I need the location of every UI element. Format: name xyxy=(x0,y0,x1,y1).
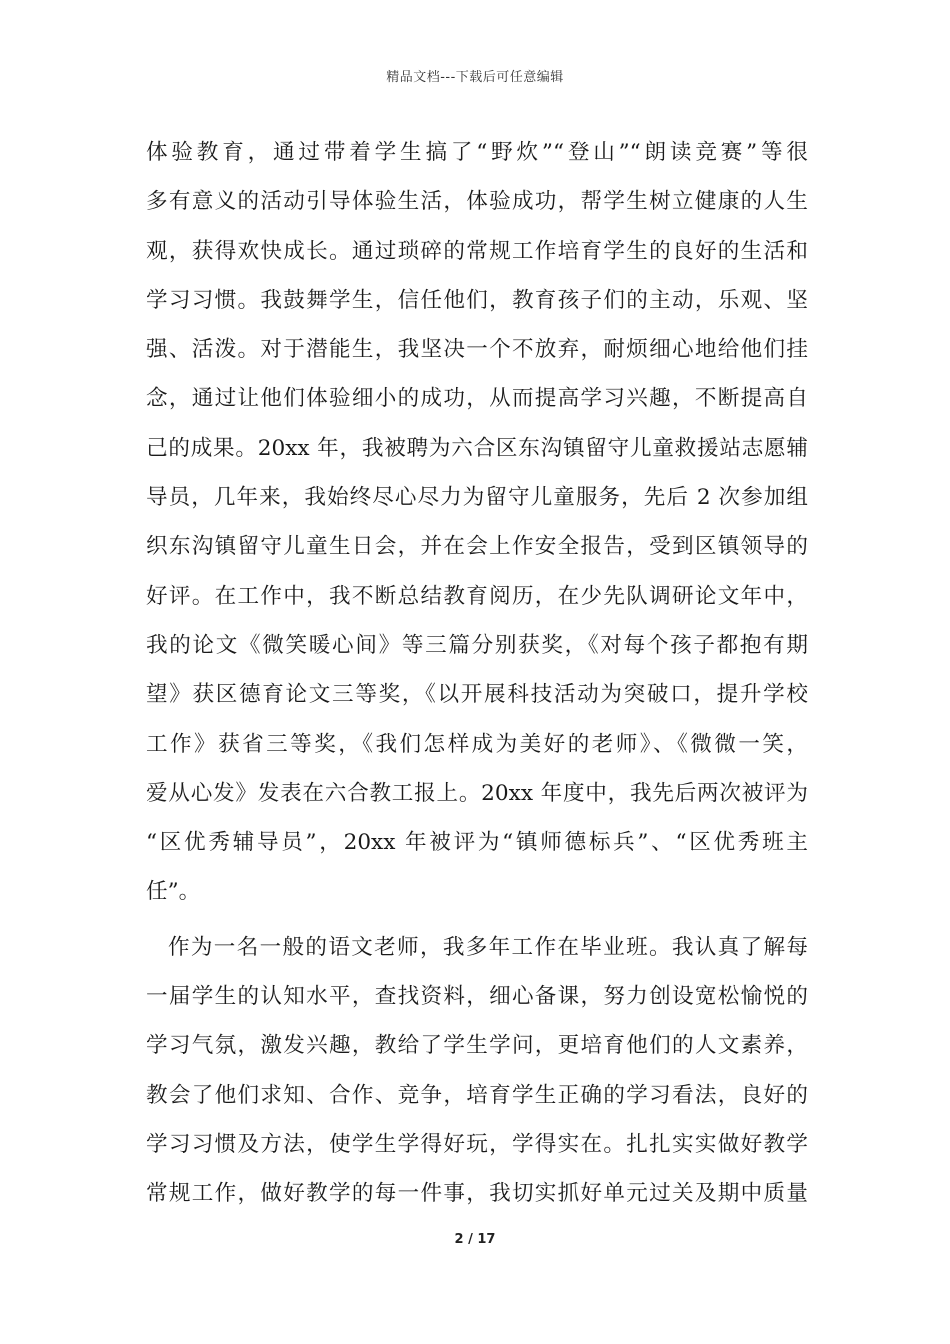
text-line: 己的成果。20xx 年，我被聘为六合区东沟镇留守儿童救援站志愿辅 xyxy=(146,435,808,461)
text-line: 学习习惯及方法，使学生学得好玩，学得实在。扎扎实实做好教学 xyxy=(146,1131,808,1157)
text-line: 观，获得欢快成长。通过琐碎的常规工作培育学生的良好的生活和 xyxy=(146,238,808,264)
paragraph xyxy=(146,128,808,917)
text-line: 我的论文《微笑暖心间》等三篇分别获奖，《对每个孩子都抱有期 xyxy=(146,632,808,658)
text-line: 学习气氛，激发兴趣，教给了学生学问，更培育他们的人文素养， xyxy=(146,1033,808,1059)
text-line: 一届学生的认知水平，查找资料，细心备课，努力创设宽松愉悦的 xyxy=(146,984,808,1010)
document-body xyxy=(146,128,808,1219)
text-line: 导员，几年来，我始终尽心尽力为留守儿童服务，先后 2 次参加组 xyxy=(146,485,808,511)
text-line: 作为一名一般的语文老师，我多年工作在毕业班。我认真了解每 xyxy=(168,934,808,960)
text-line: 常规工作，做好教学的每一件事，我切实抓好单元过关及期中质量 xyxy=(146,1181,808,1207)
text-line: 爱从心发》发表在六合教工报上。20xx 年度中，我先后两次被评为 xyxy=(146,780,808,806)
text-line: 多有意义的活动引导体验生活，体验成功，帮学生树立健康的人生 xyxy=(146,189,808,215)
paragraph xyxy=(146,923,808,1219)
text-line: 任”。 xyxy=(146,879,201,905)
page-number: 2 / 17 xyxy=(454,1232,496,1247)
text-line: 体验教育，通过带着学生搞了“野炊”“登山”“朗读竞赛”等很 xyxy=(146,140,808,165)
text-line: 强、活泼。对于潜能生，我坚决一个不放弃，耐烦细心地给他们挂 xyxy=(146,337,808,363)
text-line: 工作》获省三等奖，《我们怎样成为美好的老师》、《微微一笑， xyxy=(146,731,808,757)
text-line: 学习习惯。我鼓舞学生，信任他们，教育孩子们的主动，乐观、坚 xyxy=(146,287,808,313)
text-line: 望》获区德育论文三等奖，《以开展科技活动为突破口，提升学校 xyxy=(146,682,808,708)
text-line: 念，通过让他们体验细小的成功，从而提高学习兴趣，不断提高自 xyxy=(146,386,808,412)
text-line: 好评。在工作中，我不断总结教育阅历，在少先队调研论文年中， xyxy=(146,583,808,609)
text-line: “区优秀辅导员”，20xx 年被评为“镇师德标兵”、“区优秀班主 xyxy=(146,830,808,856)
page-header: 精品文档---下载后可任意编辑 xyxy=(386,70,564,85)
text-line: 教会了他们求知、合作、竞争，培育学生正确的学习看法，良好的 xyxy=(146,1082,808,1108)
text-line: 织东沟镇留守儿童生日会，并在会上作安全报告，受到区镇领导的 xyxy=(146,534,808,560)
